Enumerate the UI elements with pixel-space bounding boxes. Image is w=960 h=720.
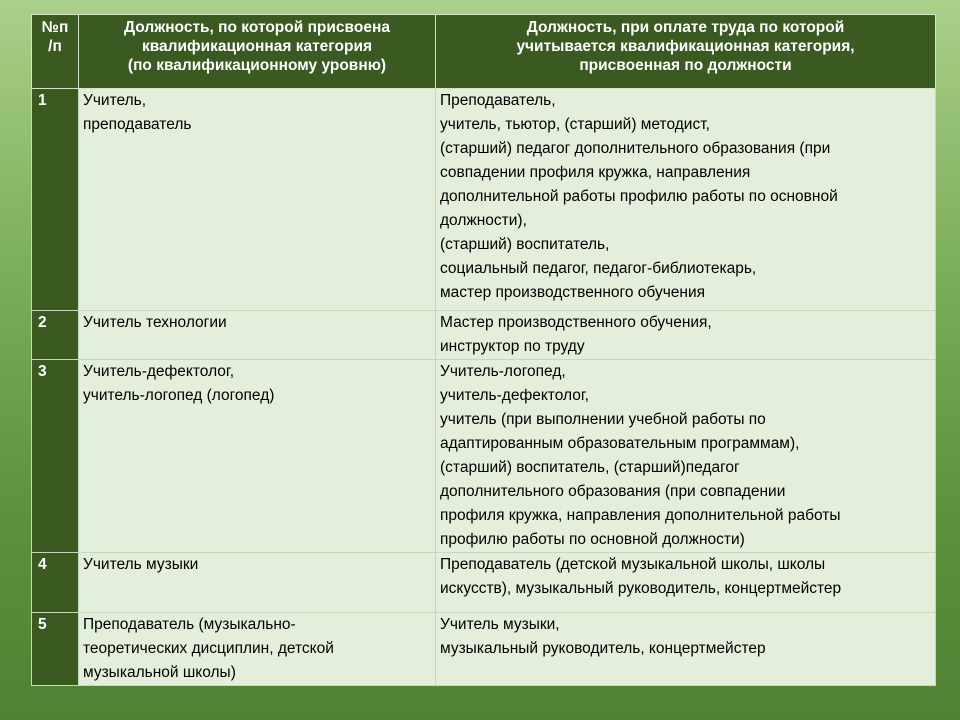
cell-line: социальный педагог, педагог-библиотекарь, <box>440 260 757 277</box>
table-row <box>32 553 936 613</box>
cell-line: учитель (при выполнении учебной работы по <box>440 411 766 428</box>
cell-line: преподаватель <box>83 116 192 133</box>
cell-line: Учитель технологии <box>83 314 227 331</box>
row-number: 4 <box>32 553 79 613</box>
cell-line: (старший) педагог дополнительного образования (при <box>440 140 831 157</box>
header-assigned-position <box>79 15 436 89</box>
table-row <box>32 89 936 311</box>
assigned-position-cell <box>79 360 436 553</box>
qualification-table <box>31 14 936 686</box>
assigned-position-cell <box>79 89 436 311</box>
payment-position-cell <box>436 89 936 311</box>
cell-line: совпадении профиля кружка, направления <box>440 164 751 181</box>
cell-line: (старший) воспитатель, <box>440 236 610 253</box>
cell-line: профилю работы по основной должности) <box>440 531 745 548</box>
cell-line: дополнительного образования (при совпадении <box>440 483 786 500</box>
header-assigned-line-1: Должность, по которой присвоена <box>124 19 390 36</box>
payment-position-cell <box>436 613 936 686</box>
cell-line: Учитель, <box>83 92 147 109</box>
header-number-line-2: /п <box>48 38 62 55</box>
cell-line: дополнительной работы профилю работы по основной <box>440 188 838 205</box>
cell-line: Преподаватель, <box>440 92 556 109</box>
cell-line: Учитель музыки, <box>440 616 560 633</box>
cell-line: учитель-дефектолог, <box>440 387 589 404</box>
payment-position-cell <box>436 360 936 553</box>
table-row <box>32 613 936 686</box>
cell-line: Учитель-дефектолог, <box>83 363 234 380</box>
header-payment-line-2: учитывается квалификационная категория, <box>516 38 855 55</box>
cell-line: искусств), музыкальный руководитель, концертмейстер <box>440 580 842 597</box>
payment-position-cell <box>436 311 936 360</box>
cell-line: Учитель музыки <box>83 556 199 573</box>
cell-line: мастер производственного обучения <box>440 284 706 301</box>
header-number-line-1: №п <box>41 19 69 36</box>
cell-line: профиля кружка, направления дополнительной работы <box>440 507 841 524</box>
cell-line: Преподаватель (музыкально- <box>83 616 296 633</box>
table-row <box>32 311 936 360</box>
cell-line: адаптированным образовательным программам), <box>440 435 800 452</box>
row-number: 5 <box>32 613 79 686</box>
header-number <box>32 15 79 89</box>
row-number: 3 <box>32 360 79 553</box>
cell-line: теоретических дисциплин, детской <box>83 640 334 657</box>
row-number: 2 <box>32 311 79 360</box>
cell-line: Преподаватель (детской музыкальной школы, школы <box>440 556 826 573</box>
payment-position-cell <box>436 553 936 613</box>
assigned-position-cell <box>79 553 436 613</box>
cell-line: учитель-логопед (логопед) <box>83 387 275 404</box>
cell-line: Учитель-логопед, <box>440 363 566 380</box>
cell-line: Мастер производственного обучения, <box>440 314 712 331</box>
header-payment-line-1: Должность, при оплате труда по которой <box>526 19 845 36</box>
assigned-position-cell <box>79 613 436 686</box>
cell-line: музыкальный руководитель, концертмейстер <box>440 640 766 657</box>
table-row <box>32 360 936 553</box>
cell-line: музыкальной школы) <box>83 664 236 681</box>
header-row <box>32 15 936 89</box>
header-payment-position <box>436 15 936 89</box>
cell-line: должности), <box>440 212 527 229</box>
header-assigned-line-2: квалификационная категория <box>141 38 373 55</box>
header-payment-line-3: присвоенная по должности <box>579 57 792 74</box>
row-number: 1 <box>32 89 79 311</box>
cell-line: (старший) воспитатель, (старший)педагог <box>440 459 740 476</box>
cell-line: инструктор по труду <box>440 338 585 355</box>
assigned-position-cell <box>79 311 436 360</box>
cell-line: учитель, тьютор, (старший) методист, <box>440 116 710 133</box>
header-assigned-line-3: (по квалификационному уровню) <box>127 57 387 74</box>
